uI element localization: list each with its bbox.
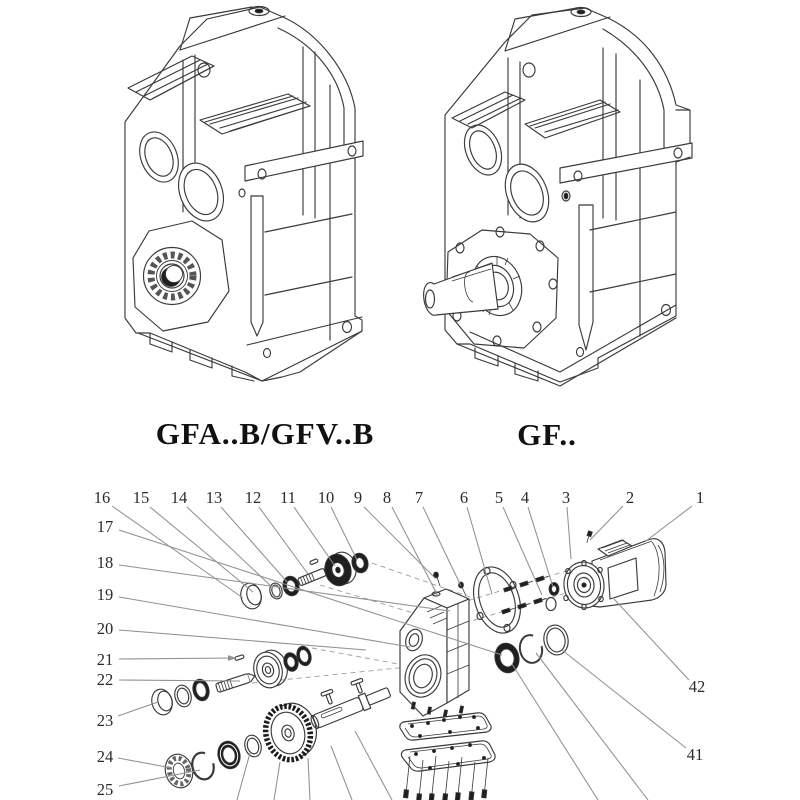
input-shaft-assembly — [238, 549, 370, 611]
splined-shaft — [215, 672, 256, 693]
washer — [242, 733, 263, 758]
callout-number-11: 11 — [280, 488, 296, 507]
gearbox-drawing-gfab-gfvb — [125, 7, 363, 382]
exploded-view — [94, 488, 706, 800]
leader-line-6 — [467, 507, 492, 594]
cut-leader-line-1 — [274, 762, 280, 800]
leader-line-19 — [119, 597, 410, 647]
callout-number-25: 25 — [96, 780, 114, 799]
leader-line-1 — [646, 506, 692, 541]
bearing-ring-cluster — [492, 623, 571, 675]
callout-number-16: 16 — [93, 488, 111, 507]
leader-line-13 — [221, 507, 288, 583]
output-gear — [260, 698, 322, 765]
callout-number-24: 24 — [96, 747, 114, 766]
key — [235, 655, 245, 661]
exploded-housing — [400, 572, 469, 717]
leader-line-2 — [590, 506, 623, 540]
key — [351, 678, 367, 695]
clamp-strip — [251, 196, 263, 336]
callout-number-41: 41 — [686, 745, 704, 764]
callout-number-18: 18 — [96, 553, 114, 572]
callout-number-19: 19 — [96, 585, 114, 604]
cut-leader-line-2 — [308, 758, 310, 800]
callout-number-10: 10 — [317, 488, 335, 507]
callout-number-6: 6 — [459, 488, 469, 507]
bearing — [492, 641, 522, 675]
leader-line-16 — [112, 506, 243, 598]
motor — [561, 531, 666, 611]
leader-line-9 — [364, 507, 435, 578]
seal-cup — [149, 687, 175, 717]
adapter-flange-ring — [466, 561, 529, 639]
cut-leader-line-3 — [331, 746, 352, 800]
cut-leader-line-4 — [355, 731, 392, 800]
gearbox-drawing-gf — [424, 8, 692, 387]
intermediate-gear — [250, 647, 291, 691]
callout-number-5: 5 — [494, 488, 504, 507]
key — [321, 689, 337, 706]
callout-number-13: 13 — [205, 488, 223, 507]
callout-number-4: 4 — [520, 488, 530, 507]
cut-leader-line-6 — [536, 653, 648, 800]
ball-bearing — [162, 751, 197, 791]
gasket — [400, 713, 491, 740]
collar — [350, 551, 371, 574]
callout-number-9: 9 — [353, 488, 363, 507]
leader-line-23 — [118, 702, 158, 716]
washer — [268, 582, 284, 601]
leader-line-3 — [567, 507, 571, 559]
key — [310, 559, 319, 565]
callout-number-12: 12 — [244, 488, 262, 507]
callout-number-17: 17 — [96, 517, 114, 536]
leader-line-22 — [119, 680, 240, 681]
right-model-label: GF.. — [517, 417, 577, 452]
leader-line-25 — [119, 770, 200, 786]
leader-line-15 — [150, 507, 253, 592]
circlip — [189, 750, 216, 782]
leader-line-18 — [119, 565, 450, 611]
oil-seal — [215, 739, 243, 772]
leader-line-24 — [118, 758, 172, 768]
leader-line-7 — [423, 507, 461, 586]
callout-number-15: 15 — [132, 488, 150, 507]
leader-line-8 — [392, 507, 438, 596]
output-shaft — [309, 685, 392, 731]
callout-number-8: 8 — [382, 488, 392, 507]
clamp-strip — [579, 205, 593, 350]
callout-number-23: 23 — [96, 711, 114, 730]
callout-number-21: 21 — [96, 650, 114, 669]
callout-number-7: 7 — [414, 488, 424, 507]
vent-plug — [434, 572, 441, 586]
left-model-label: GFA..B/GFV..B — [155, 416, 375, 451]
leader-line-4 — [528, 507, 553, 587]
end-cap — [238, 581, 264, 611]
callout-number-14: 14 — [170, 488, 188, 507]
callout-number-42: 42 — [688, 677, 706, 696]
leader-line-5 — [503, 507, 542, 595]
ring — [172, 683, 193, 708]
callout-number-20: 20 — [96, 619, 114, 638]
leader-line-21 — [119, 658, 236, 659]
leader-line-11 — [294, 507, 335, 566]
callout-number-2: 2 — [625, 488, 635, 507]
cut-leader-line-5 — [512, 664, 598, 800]
callout-number-1: 1 — [695, 488, 705, 507]
leader-line-41 — [562, 650, 686, 748]
callout-number-3: 3 — [561, 488, 571, 507]
callout-number-22: 22 — [96, 670, 114, 689]
round-ring — [541, 623, 571, 657]
leader-line-42 — [614, 599, 689, 680]
motor-bolt — [585, 531, 593, 544]
leader-arrow-21 — [228, 655, 236, 661]
snap-ring — [517, 633, 544, 665]
